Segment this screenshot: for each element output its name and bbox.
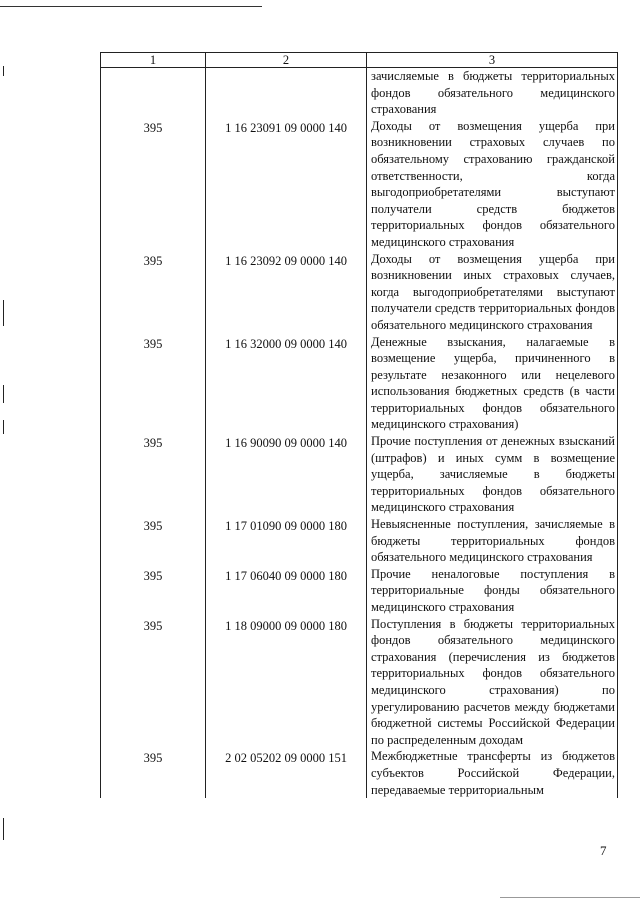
description-cell: Поступления в бюджеты территориальных фондов обязательного медицинского страхования (перечисления из бюджетов территориальных фондов обязательного медицинского страхования) по урегулированию расчетов между бюджетами бюджетной системы Российской Федерации по распределенным доходам [367,616,618,749]
revenue-code-cell: 1 16 23092 09 0000 140 [206,251,367,334]
description-cell: Прочие неналоговые поступления в территориальные фонды обязательного медицинского страхования [367,566,618,616]
table-header-row [101,53,618,68]
admin-code-cell: 395 [101,748,206,798]
admin-code-cell: 395 [101,118,206,251]
description-cell: Прочие поступления от денежных взысканий (штрафов) и иных сумм в возмещение ущерба, зачисляемые в бюджеты территориальных фондов обязательного медицинского страхования [367,433,618,516]
admin-code-cell: 395 [101,516,206,566]
description-cell: Межбюджетные трансферты из бюджетов субъектов Российской Федерации, передаваемые территориальным [367,748,618,798]
header-col-3: 3 [367,53,618,68]
description-cell: Доходы от возмещения ущерба при возникновении страховых случаев по обязательному страхованию гражданской ответственности, когда выгодоприобретателями выступают получатели средств бюджетов территориальных фондов обязательного медицинского страхования [367,118,618,251]
revenue-code-cell: 1 18 09000 09 0000 180 [206,616,367,749]
admin-code-cell: 395 [101,334,206,434]
table-row [101,566,618,616]
margin-mark [3,385,4,403]
description-cell: зачисляемые в бюджеты территориальных фондов обязательного медицинского страхования [367,68,618,118]
description-cell: Доходы от возмещения ущерба при возникновении иных страховых случаев, когда выгодоприобретателями выступают получатели средств территориальных фондов обязательного медицинского страхования [367,251,618,334]
table-row [101,433,618,516]
table-row [101,334,618,434]
margin-mark [3,300,4,326]
revenue-code-cell: 1 17 01090 09 0000 180 [206,516,367,566]
table-row [101,68,618,118]
revenue-code-cell [206,68,367,118]
margin-mark [3,66,4,76]
table-row [101,251,618,334]
page-number: 7 [600,843,607,858]
admin-code-cell: 395 [101,566,206,616]
bottom-rule [500,897,640,898]
header-col-2: 2 [206,53,367,68]
margin-mark [3,818,4,840]
admin-code-cell: 395 [101,251,206,334]
margin-mark [3,420,4,434]
admin-code-cell: 395 [101,433,206,516]
table-row [101,748,618,798]
table-row [101,616,618,749]
revenue-code-cell: 1 16 32000 09 0000 140 [206,334,367,434]
header-col-1: 1 [101,53,206,68]
admin-code-cell [101,68,206,118]
top-rule [0,6,262,7]
table-row [101,118,618,251]
revenue-codes-table [100,52,618,798]
description-cell: Денежные взыскания, налагаемые в возмещение ущерба, причиненного в результате незаконного или нецелевого использования бюджетных средств (в части территориальных фондов обязательного медицинского страхования) [367,334,618,434]
revenue-code-cell: 1 17 06040 09 0000 180 [206,566,367,616]
description-cell: Невыясненные поступления, зачисляемые в бюджеты территориальных фондов обязательного медицинского страхования [367,516,618,566]
revenue-code-cell: 1 16 90090 09 0000 140 [206,433,367,516]
revenue-code-cell: 2 02 05202 09 0000 151 [206,748,367,798]
revenue-code-cell: 1 16 23091 09 0000 140 [206,118,367,251]
admin-code-cell: 395 [101,616,206,749]
table-row [101,516,618,566]
